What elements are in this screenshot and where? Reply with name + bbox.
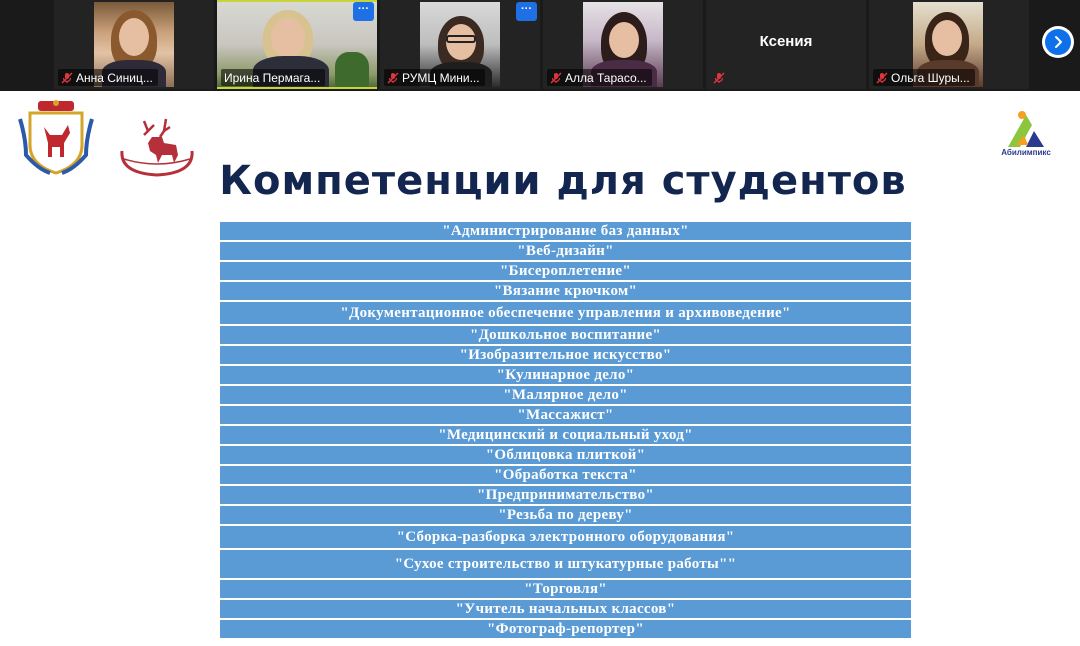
competency-row: "Облицовка плиткой" bbox=[220, 446, 911, 466]
competency-row: "Массажист" bbox=[220, 406, 911, 426]
abilympics-logo-text: Абилимпикс bbox=[1001, 148, 1051, 157]
participant-name: РУМЦ Мини... bbox=[402, 70, 480, 85]
participant-name-bar bbox=[384, 69, 485, 86]
mic-muted-icon bbox=[876, 72, 888, 84]
participant-tile[interactable] bbox=[706, 0, 866, 89]
competency-row: "Учитель начальных классов" bbox=[220, 600, 911, 620]
competency-row: "Малярное дело" bbox=[220, 386, 911, 406]
participant-name: Ольга Шуры... bbox=[891, 70, 970, 85]
competency-row: "Предпринимательство" bbox=[220, 486, 911, 506]
participant-name: Алла Тарасо... bbox=[565, 70, 647, 85]
participant-name-large: Ксения bbox=[759, 33, 813, 50]
mic-muted-icon bbox=[713, 72, 725, 84]
participant-name-bar bbox=[221, 69, 325, 86]
competency-row: "Бисероплетение" bbox=[220, 262, 911, 282]
participant-name-bar bbox=[547, 69, 652, 86]
participant-tile-active[interactable] bbox=[217, 0, 377, 89]
video-strip bbox=[0, 0, 1080, 91]
competency-row: "Изобразительное искусство" bbox=[220, 346, 911, 366]
competency-row: "Дошкольное воспитание" bbox=[220, 326, 911, 346]
participant-tile[interactable] bbox=[869, 0, 1029, 89]
competency-row: "Фотограф-репортер" bbox=[220, 620, 911, 640]
competency-row: "Вязание крючком" bbox=[220, 282, 911, 302]
competency-row: "Медицинский и социальный уход" bbox=[220, 426, 911, 446]
mic-muted-icon bbox=[550, 72, 562, 84]
competency-row: "Обработка текста" bbox=[220, 466, 911, 486]
next-page-button[interactable] bbox=[1042, 26, 1074, 58]
competency-row: "Документационное обеспечение управления и архивоведение" bbox=[220, 302, 911, 326]
shared-slide bbox=[0, 91, 1080, 646]
participant-tile[interactable] bbox=[380, 0, 540, 89]
competency-row: "Администрирование баз данных" bbox=[220, 222, 911, 242]
competencies-table bbox=[220, 222, 911, 640]
mic-muted-icon bbox=[61, 72, 73, 84]
participant-name-bar bbox=[873, 69, 975, 86]
competency-row: "Резьба по дереву" bbox=[220, 506, 911, 526]
competency-row: "Веб-дизайн" bbox=[220, 242, 911, 262]
participant-name-bar bbox=[58, 69, 158, 86]
more-options-button[interactable]: ··· bbox=[516, 2, 537, 21]
competency-row: "Сборка-разборка электронного оборудования" bbox=[220, 526, 911, 550]
competency-row: "Торговля" bbox=[220, 580, 911, 600]
more-options-button[interactable]: ··· bbox=[353, 2, 374, 21]
mic-muted-icon bbox=[387, 72, 399, 84]
participant-name: Анна Синиц... bbox=[76, 70, 153, 85]
competency-row: "Кулинарное дело" bbox=[220, 366, 911, 386]
slide-title: Компетенции для студентов bbox=[219, 158, 907, 204]
participant-tile[interactable] bbox=[543, 0, 703, 89]
participant-tile[interactable] bbox=[54, 0, 214, 89]
chevron-right-icon bbox=[1045, 29, 1071, 55]
participant-name-bar bbox=[710, 69, 730, 86]
competency-row: "Сухое строительство и штукатурные работы"" bbox=[220, 550, 911, 580]
participant-name: Ирина Пермага... bbox=[224, 70, 321, 85]
